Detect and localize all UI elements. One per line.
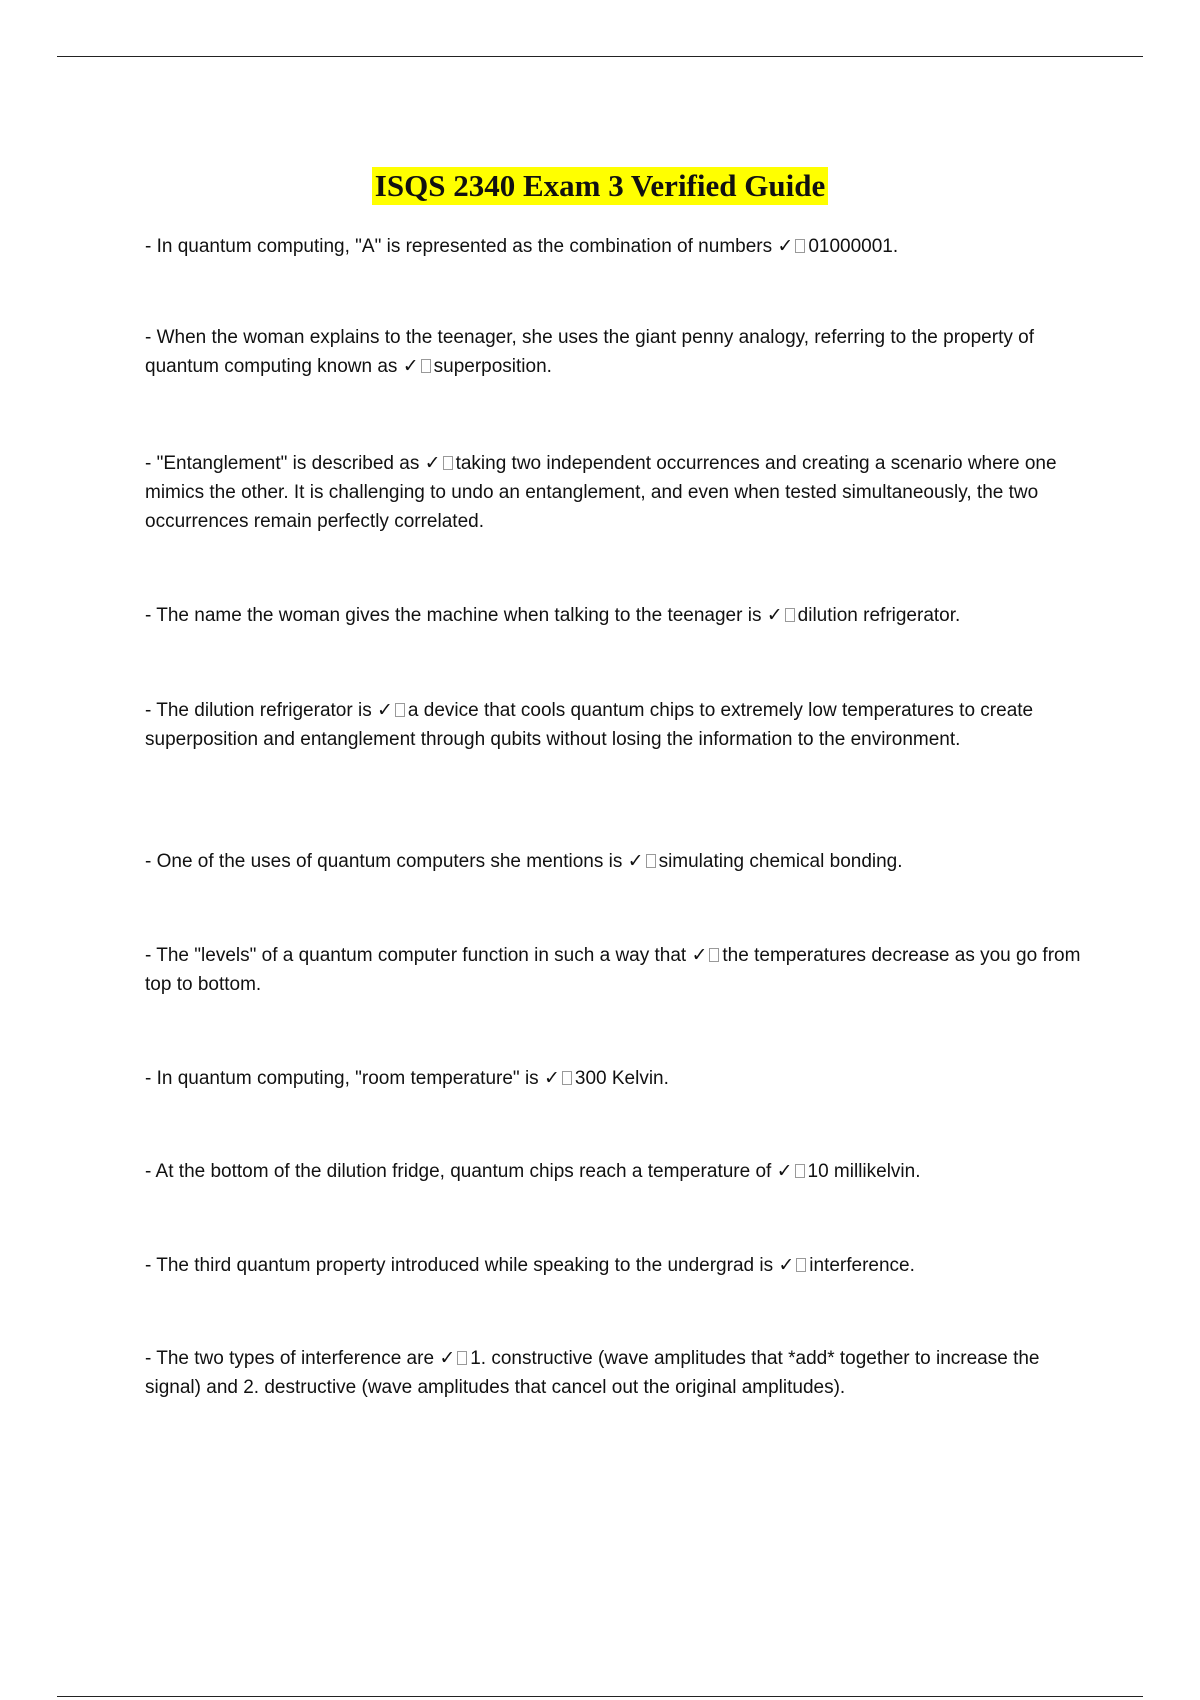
missing-glyph-box xyxy=(709,948,719,962)
check-icon: ✓ xyxy=(691,944,708,966)
document-title: ISQS 2340 Exam 3 Verified Guide xyxy=(372,167,828,205)
check-icon: ✓ xyxy=(543,1067,560,1089)
answer-text: dilution refrigerator. xyxy=(797,605,961,626)
qa-item-2 xyxy=(145,323,1090,381)
qa-item-6 xyxy=(145,847,1090,876)
missing-glyph-box xyxy=(395,703,405,717)
question-text: - The third quantum property introduced while speaking to the undergrad is xyxy=(145,1255,774,1276)
title-block xyxy=(0,167,1200,205)
header-rule xyxy=(57,56,1143,57)
check-icon: ✓ xyxy=(402,355,419,377)
check-icon: ✓ xyxy=(778,1254,795,1276)
missing-glyph-box xyxy=(562,1071,572,1085)
answer-text: a device that cools quantum chips to extremely low temperatures to create superposition and entanglement through qubits without losing the information to the environment. xyxy=(145,700,1034,750)
answer-text: the temperatures decrease as you go from top to bottom. xyxy=(145,945,1081,995)
question-text: - The two types of interference are xyxy=(145,1348,435,1369)
question-text: - When the woman explains to the teenager, she uses the giant penny analogy, referring to the property of quantum computing known as xyxy=(145,327,1034,377)
question-text: - "Entanglement" is described as xyxy=(145,453,420,474)
check-icon: ✓ xyxy=(424,452,441,474)
missing-glyph-box xyxy=(795,239,805,253)
missing-glyph-box xyxy=(785,608,795,622)
question-text: - One of the uses of quantum computers she mentions is xyxy=(145,851,623,872)
check-icon: ✓ xyxy=(376,699,393,721)
question-text: - At the bottom of the dilution fridge, quantum chips reach a temperature of xyxy=(145,1161,772,1182)
check-icon: ✓ xyxy=(439,1347,456,1369)
qa-item-4 xyxy=(145,601,1090,630)
missing-glyph-box xyxy=(421,359,431,373)
check-icon: ✓ xyxy=(777,235,794,257)
qa-item-10 xyxy=(145,1251,1090,1280)
missing-glyph-box xyxy=(795,1164,805,1178)
question-text: - The "levels" of a quantum computer function in such a way that xyxy=(145,945,687,966)
answer-text: 01000001. xyxy=(808,236,899,257)
qa-item-7 xyxy=(145,941,1090,999)
qa-item-9 xyxy=(145,1157,1090,1186)
answer-text: 300 Kelvin. xyxy=(574,1068,669,1089)
qa-item-11 xyxy=(145,1344,1090,1402)
qa-item-3 xyxy=(145,449,1090,536)
footer-rule xyxy=(57,1696,1143,1697)
qa-item-1 xyxy=(145,232,1090,261)
answer-text: 10 millikelvin. xyxy=(807,1161,921,1182)
answer-text: superposition. xyxy=(433,356,552,377)
check-icon: ✓ xyxy=(627,850,644,872)
missing-glyph-box xyxy=(796,1258,806,1272)
check-icon: ✓ xyxy=(776,1160,793,1182)
qa-item-8 xyxy=(145,1064,1090,1093)
answer-text: simulating chemical bonding. xyxy=(658,851,903,872)
answer-text: interference. xyxy=(809,1255,915,1276)
qa-item-5 xyxy=(145,696,1090,754)
missing-glyph-box xyxy=(443,456,453,470)
question-text: - In quantum computing, "room temperature" is xyxy=(145,1068,539,1089)
question-text: - In quantum computing, "A" is represented as the combination of numbers xyxy=(145,236,773,257)
question-text: - The dilution refrigerator is xyxy=(145,700,372,721)
answer-text: taking two independent occurrences and creating a scenario where one mimics the other. It is challenging to undo an entanglement, and even when tested simultaneously, the two occurrences remain perfectly correlated. xyxy=(145,453,1057,532)
check-icon: ✓ xyxy=(766,604,783,626)
missing-glyph-box xyxy=(646,854,656,868)
question-text: - The name the woman gives the machine when talking to the teenager is xyxy=(145,605,762,626)
missing-glyph-box xyxy=(457,1351,467,1365)
answer-text: 1. constructive (wave amplitudes that *add* together to increase the signal) and 2. destructive (wave amplitudes that cancel out the original amplitudes). xyxy=(145,1348,1040,1398)
